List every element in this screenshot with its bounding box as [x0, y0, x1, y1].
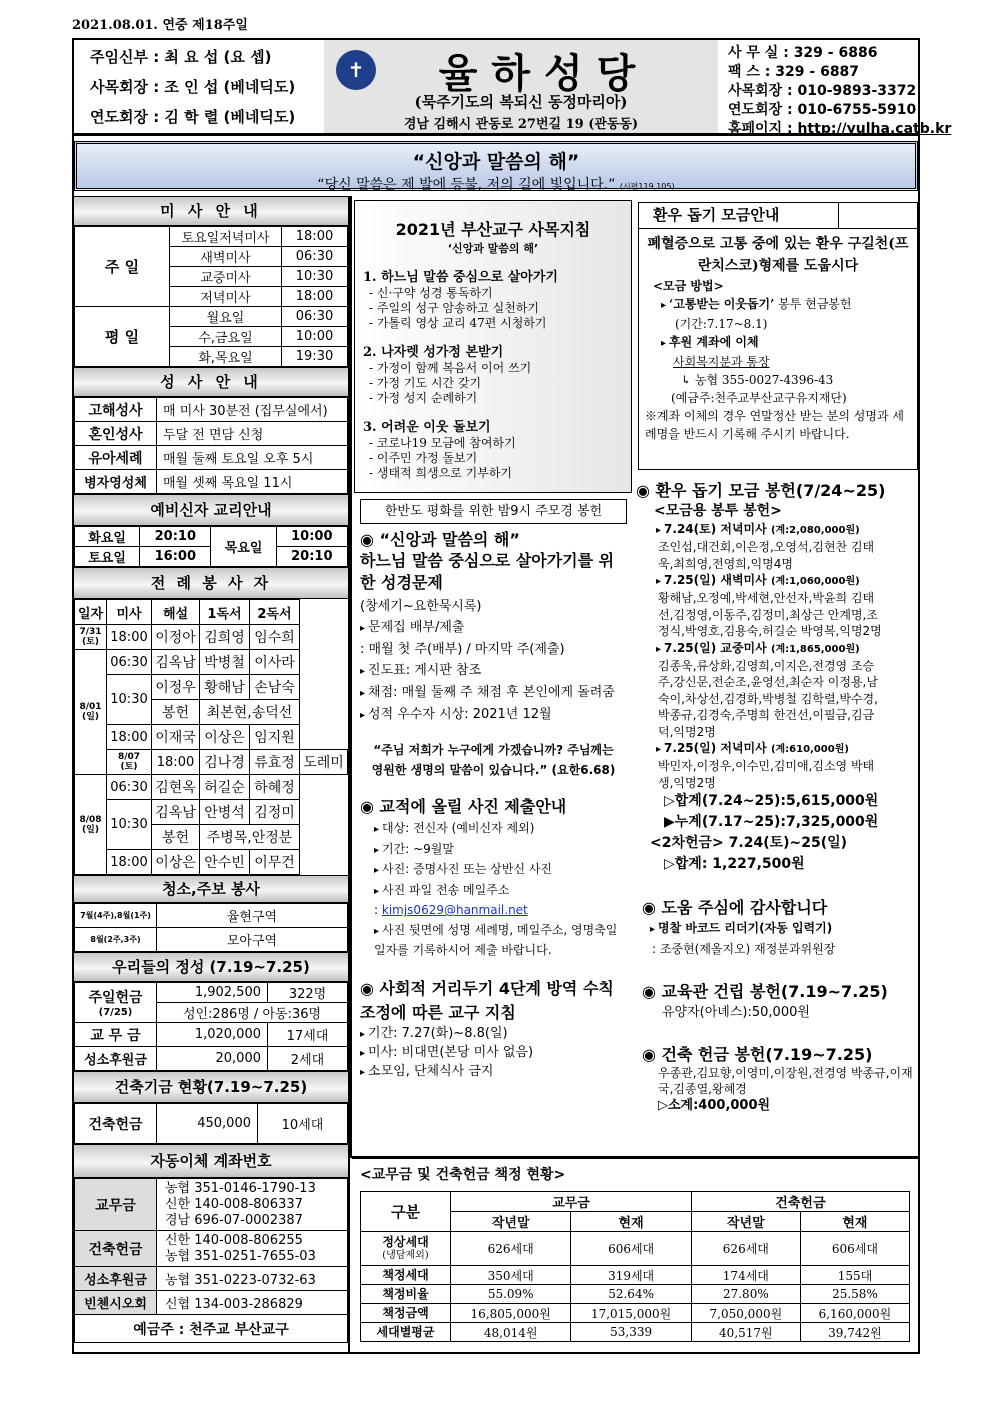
status-value: 606세대 — [800, 1232, 909, 1266]
status-value: 6,160,000원 — [800, 1304, 909, 1323]
server-name: 류효정 — [249, 750, 299, 775]
guideline-heading: 2. 나자렛 성가정 본받기 — [363, 345, 504, 360]
col-header: 2독서 — [249, 600, 299, 625]
mass-name: 수,금요일 — [170, 327, 282, 347]
email-link[interactable]: kimjs0629@hanmail.net — [381, 903, 528, 917]
peace-prayer-note: 한반도 평화를 위한 밤9시 주모경 봉헌 — [360, 499, 627, 524]
sacrament-info: 매 미사 30분전 (집무실에서) — [157, 398, 348, 422]
sunday-offering-label: 주일헌금 (7/25) — [75, 983, 157, 1023]
status-value: 39,742원 — [800, 1323, 909, 1342]
service-date: 8/01 (일) — [75, 650, 107, 775]
account-numbers: 농협 351-0146-1790-13 신한 140-008-806337 경남 696-07-0002387 — [157, 1179, 348, 1231]
server-name: 안수빈 — [200, 850, 250, 875]
sacrament-info: 매월 둘째 토요일 오후 5시 — [157, 446, 348, 470]
server-name: 도레미 — [299, 750, 347, 775]
catechumen-heading: 예비신자 교리안내 — [74, 494, 348, 526]
distancing-title: ◉ 사회적 거리두기 4단계 방역 수칙 조정에 따른 교구 지침 — [360, 977, 627, 1025]
status-value: 626세대 — [691, 1232, 800, 1266]
assessment-status — [352, 1156, 918, 1353]
server-name: 손남숙 — [249, 675, 299, 700]
account-label: 빈첸시오회 — [75, 1291, 157, 1315]
offering-label: 성소후원금 — [75, 1047, 157, 1071]
guideline-item: - 가톨릭 영상 교리 47편 시청하기 — [369, 316, 547, 330]
second-collection-total: ▷합계: 1,227,500원 — [664, 856, 805, 872]
bible-title: ◉ “신앙과 말씀의 해” — [360, 527, 627, 550]
liturgy-row — [75, 725, 348, 750]
status-value: 626세대 — [451, 1232, 571, 1266]
amount: 450,000 — [157, 1104, 258, 1144]
mass-name: 교중미사 — [170, 267, 282, 287]
week-label: 7월(4주),8월(1주) — [75, 904, 157, 928]
mass-time: 10:30 — [282, 267, 348, 287]
class-time: 20:10 — [140, 527, 211, 547]
liturgy-row — [75, 850, 348, 875]
status-value: 174세대 — [691, 1266, 800, 1285]
bible-quote: “주님 저희가 누구에게 가겠습니까? 주님께는 영원한 생명의 말씀이 있습니다.” (요한6.68) — [371, 743, 616, 777]
sacrament-name: 병자영성체 — [75, 470, 157, 494]
server-name: 이상은 — [152, 850, 200, 875]
status-value: 25.58% — [800, 1285, 909, 1304]
thanks-section — [636, 875, 918, 957]
week-label: 8월(2주,3주) — [75, 928, 157, 952]
mass-time: 06:30 — [107, 650, 152, 675]
bulletin-date: 2021.08.01. 연중 제18주일 — [72, 18, 248, 33]
thanks-title: ◉ 도움 주심에 감사합니다 — [642, 895, 918, 918]
server-name: 김옥남 — [152, 650, 200, 675]
building-donation-section — [636, 1024, 918, 1115]
day-label: 토요일 — [75, 547, 140, 567]
sacrament-name: 유아세례 — [75, 446, 157, 470]
server-name: 이사라 — [249, 650, 299, 675]
guideline-item: - 이주민 가정 돌보기 — [369, 451, 478, 465]
patient-box — [638, 202, 918, 470]
col-subheader: 작년말 — [691, 1212, 800, 1232]
donations-total: ▷합계(7.24~25):5,615,000원 — [664, 793, 879, 809]
status-value: 606세대 — [571, 1232, 691, 1266]
homepage-link[interactable]: http://yulha.catb.kr — [797, 121, 952, 137]
col-header: 미사 — [107, 600, 152, 625]
class-time: 20:10 — [276, 547, 347, 567]
server-name: 김옥남 — [152, 800, 200, 825]
account-label: 교무금 — [75, 1179, 157, 1231]
mass-time: 10:00 — [282, 327, 348, 347]
status-row — [361, 1232, 910, 1266]
mass-name: 새벽미사 — [170, 247, 282, 267]
day-label: 화요일 — [75, 527, 140, 547]
donation-mass: ▸ 7.25(일) 새벽미사 (계:1,060,000원) — [636, 572, 918, 590]
row-label: 세대별평균 — [361, 1323, 451, 1342]
donations-cumulative: ▶누계(7.17~25):7,325,000원 — [664, 814, 879, 830]
col-header: 건축헌금 — [691, 1192, 909, 1212]
mass-name: 화,목요일 — [170, 347, 282, 367]
donations-title: ◉ 환우 돕기 모금 봉헌(7/24~25) — [636, 478, 918, 501]
donation-mass: ▸ 7.24(토) 저녁미사 (계:2,080,000원) — [636, 521, 918, 539]
server-name: 임수희 — [249, 625, 299, 650]
status-value: 7,050,000원 — [691, 1304, 800, 1323]
mass-time: 06:30 — [282, 307, 348, 327]
liturgy-row — [75, 650, 348, 675]
server-name: 임지원 — [249, 725, 299, 750]
edu-title: ◉ 교육관 건립 봉헌(7.19~7.25) — [642, 979, 918, 1002]
building-donation-subtotal: ▷소계:400,000원 — [658, 1098, 771, 1113]
class-time: 16:00 — [140, 547, 211, 567]
col-header: 구분 — [361, 1192, 451, 1232]
liturgy-row — [75, 775, 348, 800]
col-subheader: 현재 — [800, 1212, 909, 1232]
guideline-item: - 생태적 희생으로 기부하기 — [369, 466, 513, 480]
status-row — [361, 1285, 910, 1304]
service-date: 8/08 (일) — [75, 775, 107, 875]
donations-subtitle: <모금용 봉투 봉헌> — [654, 503, 782, 519]
guideline-item: - 주일의 성구 암송하고 실천하기 — [369, 301, 540, 315]
right-column — [636, 196, 918, 1115]
building-donation-title: ◉ 건축 헌금 봉헌(7.19~7.25) — [642, 1042, 918, 1065]
mass-time: 18:00 — [152, 750, 200, 775]
staff-pastor: 주임신부 : 최 요 섭 (요 셉) — [90, 48, 272, 66]
bible-section — [352, 524, 635, 780]
guideline-list — [363, 270, 623, 495]
server-name: 황해남 — [200, 675, 250, 700]
status-value: 55.09% — [451, 1285, 571, 1304]
status-row — [361, 1304, 910, 1323]
donor-names: 황해남,오정예,박세현,안선자,박윤희 김태선,김정영,이동주,김정미,최상근 안계명,조정식,박영호,김용숙,허길순 박영복,익명2명 — [658, 591, 882, 638]
donor-names: 김종욱,류상화,김영희,이지은,전경영 조승주,강신문,전순조,윤영선,최순자 이정용,남숙이,차상선,김경화,박병철 김학렬,박수경,박종규,김경숙,주명희 한건선,이필금,김금덕,익명2명 — [658, 658, 878, 739]
mass-time: 10:30 — [107, 800, 152, 850]
mass-time: 06:30 — [107, 775, 152, 800]
parish-subtitle: (묵주기도의 복되신 동정마리아) — [414, 93, 628, 111]
edu-detail: 유양자(아녜스):50,000원 — [662, 1005, 810, 1020]
contact-office: 사 무 실 : 329 - 6886 — [728, 45, 878, 61]
guideline-subtitle: ‘신앙과 말씀의 해’ — [447, 242, 539, 255]
mass-heading: 미 사 안 내 — [74, 196, 348, 226]
patient-tab: 환우 돕기 모금안내 — [639, 203, 839, 229]
guideline-item: - 가정이 함께 복음서 이어 쓰기 — [369, 361, 532, 375]
status-value: 52.64% — [571, 1285, 691, 1304]
sacrament-name: 혼인성사 — [75, 422, 157, 446]
photo-title: ◉ 교적에 올릴 사진 제출안내 — [360, 794, 627, 817]
count: 10세대 — [258, 1104, 348, 1144]
status-value: 27.80% — [691, 1285, 800, 1304]
amount: 1,020,000 — [157, 1023, 268, 1047]
col-subheader: 현재 — [571, 1212, 691, 1232]
mass-time: 19:30 — [282, 347, 348, 367]
status-value: 350세대 — [451, 1266, 571, 1285]
patient-content: 폐혈증으로 고통 중에 있는 환우 구길천(프란치스코)형제를 도웁시다 <모금 방법> ▸ ‘고통받는 이웃돕기’ 봉투 현금봉헌 (기간:7.17~8.1) ▸ 후원 계좌에 이체 사회복지분과 통장 ↳ 농협 355-0027-4396-43 (예금주:천주교부산교구유지재단) ※계좌 이체의 경우 연말정산 받는 분의 성명과 세례명을 반드시 기록해 주시기 바랍니다. — [639, 203, 917, 443]
building-table — [74, 1103, 348, 1144]
liturgy-row — [75, 750, 348, 775]
server-name: 이상은 — [200, 725, 250, 750]
theme-title: “신앙과 말씀의 해” — [412, 151, 580, 173]
theme-verse: “당신 말씀은 제 발에 등불, 저의 길에 빛입니다.” (시편119,105) — [317, 177, 675, 193]
bible-details: (창세기~요한묵시록) ▸ 문제집 배부/제출 : 매월 첫 주(배부) / 마지막 주(제출) ▸ 진도표: 게시판 참조 ▸ 채점: 매월 둘째 주 채점 후 본인에게 돌려줌 ▸ 성적 우수자 시상: 2021년 12월 — [360, 596, 627, 726]
cleaning-heading: 청소,주보 봉사 — [74, 875, 348, 903]
photo-section — [352, 780, 635, 961]
donor-names: 박민자,이정우,이수민,김미애,김소영 박태생,익명2명 — [658, 759, 875, 790]
edu-section — [636, 957, 918, 1024]
col-header: 해설 — [152, 600, 200, 625]
building-heading: 건축기금 현황(7.19~7.25) — [74, 1071, 348, 1103]
column-divider — [350, 196, 352, 1158]
cleaning-table — [74, 903, 348, 952]
status-row — [361, 1266, 910, 1285]
service-date: 7/31 (토) — [75, 625, 107, 650]
district: 모아구역 — [157, 928, 348, 952]
sacrament-info: 매월 셋째 목요일 11시 — [157, 470, 348, 494]
guideline-item: - 코로나19 모금에 참여하기 — [369, 436, 516, 450]
mass-time: 10:30 — [107, 675, 152, 725]
contact-yeondo: 연도회장 : 010-6755-5910 — [728, 102, 917, 118]
liturgy-row — [75, 800, 348, 825]
guideline-heading: 1. 하느님 말씀 중심으로 살아가기 — [363, 270, 558, 285]
donor-names: 조인섭,대건회,이은정,오영석,김현찬 김태욱,최희영,전영희,익명4명 — [658, 540, 875, 571]
account-numbers: 농협 351-0223-0732-63 — [157, 1267, 348, 1291]
account-label: 성소후원금 — [75, 1267, 157, 1291]
guideline-item: - 가정 성지 순례하기 — [369, 391, 478, 405]
middle-column — [352, 196, 635, 1082]
mass-name: 월요일 — [170, 307, 282, 327]
sacraments-heading: 성 사 안 내 — [74, 367, 348, 397]
parish-address: 경남 김해시 관동로 27번길 19 (관동동) — [403, 117, 639, 132]
mass-time: 18:00 — [107, 850, 152, 875]
status-value: 40,517원 — [691, 1323, 800, 1342]
offering-label: 교 무 금 — [75, 1023, 157, 1047]
building-label: 건축헌금 — [75, 1104, 157, 1144]
theme-banner — [74, 141, 918, 191]
server-name: 김희영 — [200, 625, 250, 650]
mass-time: 18:00 — [282, 227, 348, 247]
service-date: 8/07 (토) — [107, 750, 152, 775]
server-name: 이정우 — [152, 675, 200, 700]
status-title: <교무금 및 건축헌금 책정 현황> — [360, 1167, 566, 1183]
offertory-names: 주병목,안정분 — [200, 825, 300, 850]
row-label: 책정금액 — [361, 1304, 451, 1323]
contact-homepage: 홈페이지 : http://yulha.catb.kr — [728, 121, 952, 137]
accounts-table — [74, 1178, 348, 1343]
mass-time: 18:00 — [282, 287, 348, 307]
server-name: 박병철 — [200, 650, 250, 675]
status-table — [360, 1191, 910, 1342]
mass-time: 18:00 — [107, 725, 152, 750]
second-collection-title: <2차헌금> 7.24(토)~25(일) — [650, 835, 848, 851]
server-name: 김정미 — [249, 800, 299, 825]
left-column — [74, 196, 350, 1353]
server-name: 이정아 — [152, 625, 200, 650]
photo-details: ▸ 대상: 전신자 (예비신자 제외) ▸ 기간: ~9월말 ▸ 사진: 증명사진 또는 상반신 사진 ▸ 사진 파일 전송 메일주소 : kimjs0629@hanmail.net ▸ 사진 뒷면에 성명 세례명, 메일주소, 영명축일 일자를 기록하시어 제출 바랍니다. — [360, 819, 627, 961]
bible-subtitle: 하느님 말씀 중심으로 살아가기를 위한 성경문제 — [360, 551, 615, 592]
account-holder: 예금주 : 천주교 부산교구 — [75, 1315, 348, 1343]
class-time: 10:00 — [276, 527, 347, 547]
server-name: 하혜정 — [249, 775, 299, 800]
offertory-label: 봉헌 — [152, 700, 200, 725]
row-label: 책정비율 — [361, 1285, 451, 1304]
mass-time: 18:00 — [107, 625, 152, 650]
liturgy-table — [74, 599, 348, 875]
liturgy-row — [75, 625, 348, 650]
status-value: 48,014원 — [451, 1323, 571, 1342]
liturgy-heading: 전 례 봉 사 자 — [74, 567, 348, 599]
amount: 1,902,500 — [157, 983, 268, 1003]
sacraments-table — [74, 397, 348, 494]
status-value: 155대 — [800, 1266, 909, 1285]
donation-mass: ▸ 7.25(일) 교중미사 (계:1,865,000원) — [636, 640, 918, 658]
sacrament-info: 두달 전 면담 신청 — [157, 422, 348, 446]
contact-council: 사목회장 : 010-9893-3372 — [728, 83, 917, 99]
status-value: 319세대 — [571, 1266, 691, 1285]
account-numbers: 신한 140-008-806255 농협 351-0251-7655-03 — [157, 1231, 348, 1267]
donations-section — [636, 470, 918, 875]
server-name: 허길순 — [200, 775, 250, 800]
account-label: 건축헌금 — [75, 1231, 157, 1267]
offertory-label: 봉헌 — [152, 825, 200, 850]
offertory-names: 최본현,송덕선 — [200, 700, 300, 725]
guideline-box — [354, 200, 632, 493]
server-name: 안병석 — [200, 800, 250, 825]
distancing-details: ▸ 기간: 7.27(화)~8.8(일) ▸ 미사: 비대면(본당 미사 없음) ▸ 소모임, 단체식사 금지 — [360, 1025, 627, 1082]
parish-title-block — [324, 40, 718, 133]
offering-heading: 우리들의 정성 (7.19~7.25) — [74, 952, 348, 982]
status-value: 53,339 — [571, 1323, 691, 1342]
count: 2세대 — [268, 1047, 348, 1071]
weekday-label: 평 일 — [75, 307, 170, 367]
parish-logo-icon: ✝ — [336, 50, 376, 90]
sunday-label: 주 일 — [75, 227, 170, 307]
guideline-title: 2021년 부산교구 사목지침 — [395, 220, 591, 239]
count: 17세대 — [268, 1023, 348, 1047]
thanks-detail: : 조중현(제올지오) 재정분과위원장 — [652, 942, 836, 956]
mass-table — [74, 226, 348, 367]
staff-council: 사목회장 : 조 인 섭 (베네딕도) — [90, 78, 296, 96]
mass-time: 06:30 — [282, 247, 348, 267]
mass-name: 저녁미사 — [170, 287, 282, 307]
amount: 20,000 — [157, 1047, 268, 1071]
bulletin-header — [74, 40, 952, 137]
col-header: 1독서 — [200, 600, 250, 625]
thanks-item: ▸ 명찰 바코드 리더기(자동 입력기) — [642, 918, 918, 940]
district: 율현구역 — [157, 904, 348, 928]
server-name: 이재국 — [152, 725, 200, 750]
mass-name: 토요일저녁미사 — [170, 227, 282, 247]
guideline-item: - 가정 기도 시간 갖기 — [369, 376, 482, 390]
attendance-detail: 성인:286명 / 아동:36명 — [157, 1003, 348, 1023]
parish-name: 율하성당 — [438, 51, 650, 97]
distancing-section — [352, 961, 635, 1082]
sacrament-name: 고해성사 — [75, 398, 157, 422]
col-header: 일자 — [75, 600, 107, 625]
donation-groups — [636, 521, 918, 791]
liturgy-row — [75, 675, 348, 700]
status-row — [361, 1323, 910, 1342]
count: 322명 — [268, 983, 348, 1003]
server-name: 이무건 — [249, 850, 299, 875]
accounts-heading: 자동이체 계좌번호 — [74, 1144, 348, 1178]
status-value: 17,015,000원 — [571, 1304, 691, 1323]
guideline-item: - 신·구약 성경 통독하기 — [369, 286, 493, 300]
staff-yeondo: 연도회장 : 김 학 렬 (베네딕도) — [90, 108, 296, 126]
contact-fax: 팩 스 : 329 - 6887 — [728, 64, 860, 80]
donation-mass: ▸ 7.25(일) 저녁미사 (계:610,000원) — [636, 740, 918, 758]
status-value: 16,805,000원 — [451, 1304, 571, 1323]
catechumen-table — [74, 526, 348, 567]
server-name: 김나경 — [200, 750, 250, 775]
row-label: 책정세대 — [361, 1266, 451, 1285]
guideline-heading: 3. 어려운 이웃 돌보기 — [363, 420, 491, 435]
server-name: 김현옥 — [152, 775, 200, 800]
offering-table — [74, 982, 348, 1071]
col-subheader: 작년말 — [451, 1212, 571, 1232]
day-label: 목요일 — [211, 527, 276, 567]
building-donation-names: 우종관,김묘향,이영미,이장원,전경영 박종규,이재국,김종열,왕혜경 — [658, 1066, 913, 1096]
account-numbers: 신협 134-003-286829 — [157, 1291, 348, 1315]
col-header: 교무금 — [451, 1192, 692, 1212]
row-label: 정상세대 (냉담제외) — [361, 1232, 451, 1266]
